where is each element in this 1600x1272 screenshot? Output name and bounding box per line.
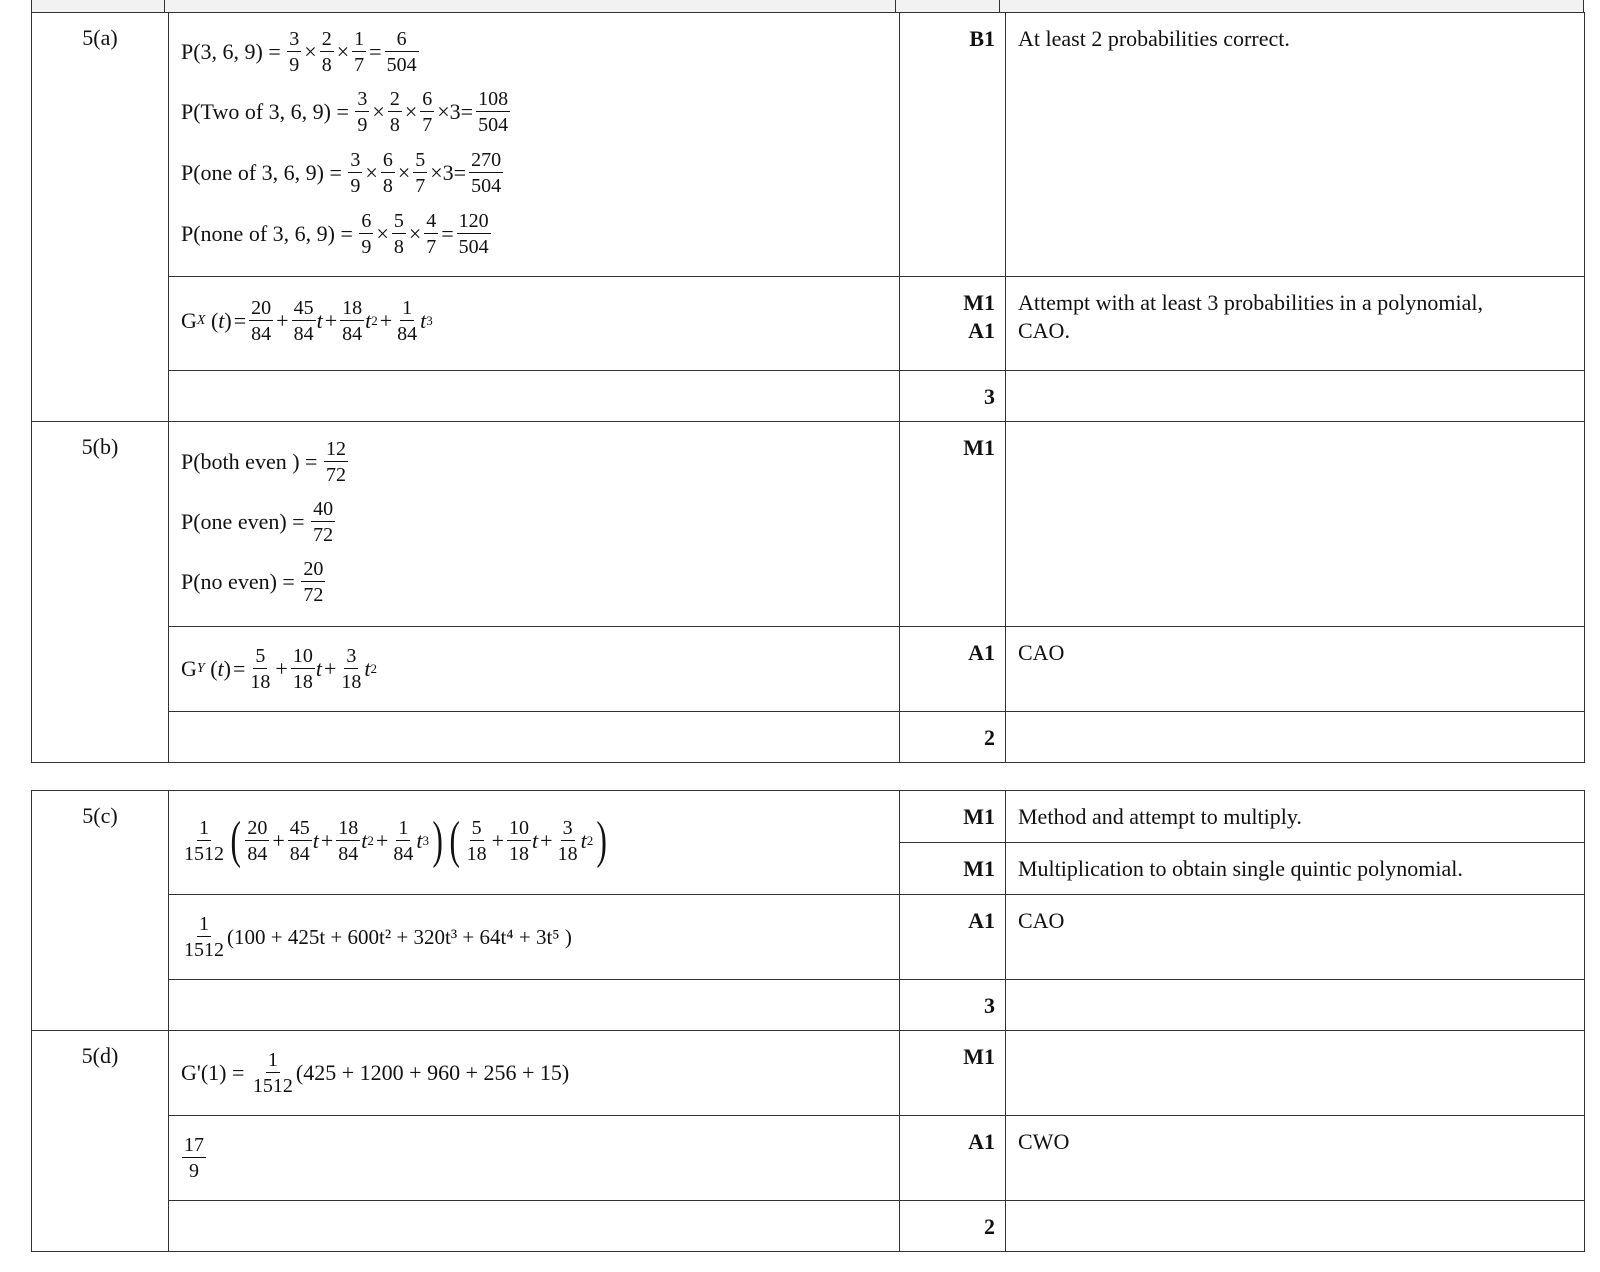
g-prime-label: G'(1) = <box>181 1060 245 1085</box>
guidance-5c-blank <box>1006 980 1585 1031</box>
answer-5d-blank <box>169 1201 900 1252</box>
mark-5a-a1: A1 <box>968 317 995 343</box>
p-both-even-label: P(both even ) = <box>181 449 318 474</box>
question-5b-label: 5(b) <box>32 422 169 763</box>
p-one-even-label: P(one even) = <box>181 509 305 534</box>
p-369-label: P(3, 6, 9) = <box>181 39 281 64</box>
p-one-label: P(one of 3, 6, 9) = <box>181 159 342 185</box>
mark-5a-b1: B1 <box>900 13 1006 277</box>
mark-scheme-table-cd <box>31 790 1585 1252</box>
answer-5c-product: $\frac{1}{1512}$ ( $\frac{20}{84}$ + $\frac{45}{84}$ t + $\frac{18}{84}$ t 2 + $\frac{1}{84}$ t 3 ) ( $\frac{5}{18}$ + $\frac{10}{18}$ t + $\frac{3}{18}$ t 2 ) <box>169 791 900 895</box>
mark-5a-m1: M1 <box>963 290 995 315</box>
total-5d: 2 <box>900 1201 1006 1252</box>
guidance-5d-a1: CWO <box>1006 1116 1585 1201</box>
total-5c: 3 <box>900 980 1006 1031</box>
guidance-5a-m1-a1 <box>1006 277 1585 371</box>
total-5a: 3 <box>900 371 1006 422</box>
question-5a-label: 5(a) <box>32 13 169 422</box>
guidance-5b-m1 <box>1006 422 1585 627</box>
guidance-5d-blank <box>1006 1201 1585 1252</box>
answer-5a-probabilities: P(3, 6, 9) = $\frac{3}{9}$ × $\frac{2}{8}$ × $\frac{1}{7}$ = $\frac{6}{504}$ P(Two of 3, 6, 9) = $\frac{3}{9}$ × $\frac{2}{8}$ × $\frac{6}{7}$ ×3= $\frac{108}{504}$ P(one of 3, 6, 9) = $\frac{3}{9}$ × $\frac{6}{8}$ × $\frac{5}{7}$ ×3= $\frac{270}{504}$ P(none of 3, 6, 9) = $\frac{6}{9}$ × $\frac{5}{8}$ × $\frac{4}{7}$ = $\frac{120}{504}$ <box>169 13 900 277</box>
answer-5d-derivative: G'(1) = $\frac{1}{1512}$ (425 + 1200 + 960 + 256 + 15) <box>169 1031 900 1116</box>
question-5d-label: 5(d) <box>32 1031 169 1252</box>
mark-5a-m1-a1 <box>900 277 1006 371</box>
answer-5a-gx: G X ( t ) = $\frac{20}{84}$ + $\frac{45}{84}$ t + $\frac{18}{84}$ t 2 + $\frac{1}{84}$ t 3 <box>169 277 900 371</box>
mark-5c-m1-second: M1 <box>900 843 1006 895</box>
answer-5b-blank <box>169 712 900 763</box>
guidance-5a-m1: Attempt with at least 3 probabilities in a polynomial, <box>1018 290 1483 315</box>
guidance-5c-a1: CAO <box>1006 895 1585 980</box>
guidance-5b-blank <box>1006 712 1585 763</box>
guidance-5c-m1-second: Multiplication to obtain single quintic polynomial. <box>1006 843 1585 895</box>
guidance-5b-a1: CAO <box>1006 627 1585 712</box>
mark-5c-m1-first: M1 <box>900 791 1006 843</box>
guidance-5d-m1 <box>1006 1031 1585 1116</box>
guidance-5a-blank <box>1006 371 1585 422</box>
mark-5b-a1: A1 <box>900 627 1006 712</box>
previous-table-edge <box>31 0 1584 12</box>
guidance-5a-b1: At least 2 probabilities correct. <box>1006 13 1585 277</box>
p-none-label: P(none of 3, 6, 9) = <box>181 220 353 246</box>
mark-5b-m1: M1 <box>900 422 1006 627</box>
total-5b: 2 <box>900 712 1006 763</box>
answer-5b-probabilities: P(both even ) = $\frac{12}{72}$ P(one even) = $\frac{40}{72}$ P(no even) = $\frac{20}{72}$ <box>169 422 900 627</box>
answer-5d-result: $\frac{17}{9}$ <box>169 1116 900 1201</box>
p-no-even-label: P(no even) = <box>181 569 295 594</box>
answer-5b-gy: G Y ( t ) = $\frac{5}{18}$ + $\frac{10}{18}$ t + $\frac{3}{18}$ t 2 <box>169 627 900 712</box>
mark-scheme-table-ab <box>31 12 1585 763</box>
question-5c-label: 5(c) <box>32 791 169 1031</box>
mark-5d-m1: M1 <box>900 1031 1006 1116</box>
guidance-5a-a1: CAO. <box>1018 317 1070 343</box>
mark-5c-a1: A1 <box>900 895 1006 980</box>
guidance-5c-m1-first: Method and attempt to multiply. <box>1006 791 1585 843</box>
quintic-polynomial: (100 + 425t + 600t² + 320t³ + 64t⁴ + 3t⁵ ) <box>227 924 572 949</box>
answer-5a-blank <box>169 371 900 422</box>
derivative-sum: (425 + 1200 + 960 + 256 + 15) <box>295 1060 570 1085</box>
mark-5d-a1: A1 <box>900 1116 1006 1201</box>
p-two-label: P(Two of 3, 6, 9) = <box>181 98 349 124</box>
answer-5c-blank <box>169 980 900 1031</box>
answer-5c-quintic: $\frac{1}{1512}$ (100 + 425t + 600t² + 320t³ + 64t⁴ + 3t⁵ ) <box>169 895 900 980</box>
